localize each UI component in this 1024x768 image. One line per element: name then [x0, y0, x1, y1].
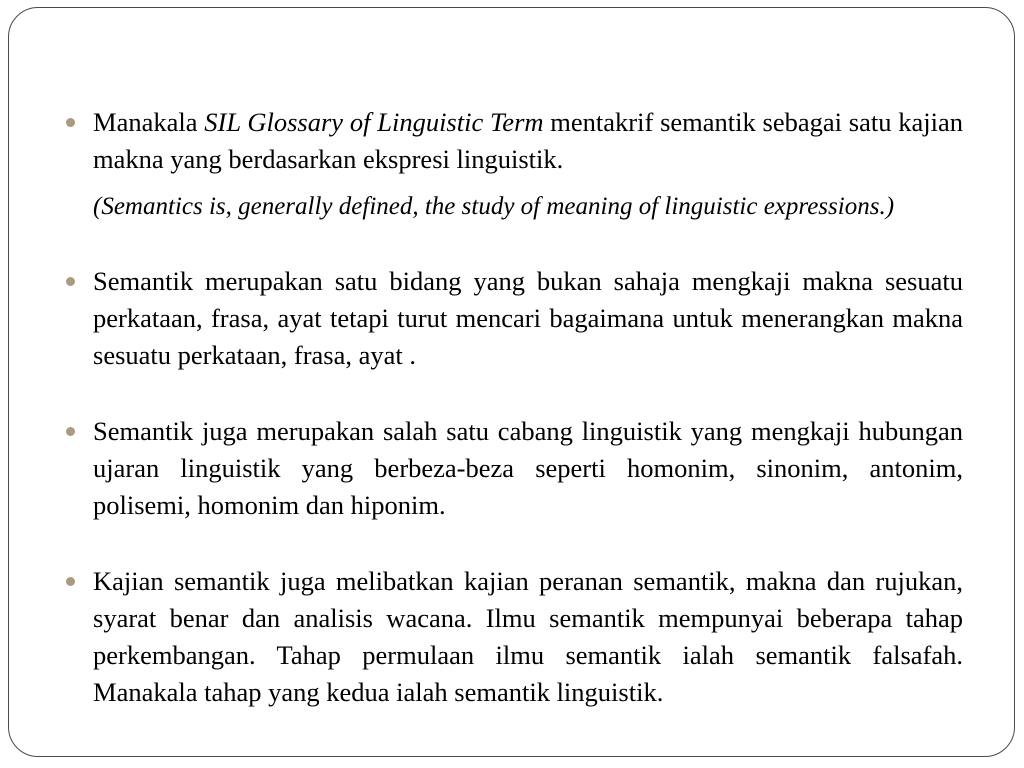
- bullet-item-1: [93, 104, 963, 178]
- spacer: [93, 524, 963, 563]
- bullet-4-text: Kajian semantik juga melibatkan kajian peranan semantik, makna dan rujukan, syarat benar dan analisis wacana. Ilmu semantik mempunyai beberapa tahap perkembangan. Tahap permulaan ilmu semantik ialah semantik falsafah. Manakala tahap yang kedua ialah semantik linguistik.: [93, 566, 963, 707]
- bullet-dot-icon: [66, 277, 75, 286]
- bullet-item-4: [93, 563, 963, 711]
- bullet-3-text: Semantik juga merupakan salah satu cabang linguistik yang mengkaji hubungan ujaran linguistik yang berbeza-beza seperti homonim, sinonim, antonim, polisemi, homonim dan hiponim.: [93, 416, 963, 520]
- bullet-1-lead: Manakala: [93, 107, 205, 137]
- bullet-item-3: [93, 413, 963, 524]
- spacer: [93, 374, 963, 413]
- slide-content: [93, 104, 963, 711]
- bullet-dot-icon: [66, 577, 75, 586]
- spacer: [93, 225, 963, 263]
- bullet-dot-icon: [66, 118, 75, 127]
- bullet-1-rest: mentakrif semantik sebagai satu kajian makna yang berdasarkan ekspresi linguistik.: [93, 107, 963, 174]
- bullet-1-italic-term: SIL Glossary of Linguistic Term: [204, 107, 544, 137]
- bullet-item-2: [93, 263, 963, 374]
- bullet-dot-icon: [66, 427, 75, 436]
- bullet-2-text: Semantik merupakan satu bidang yang bukan sahaja mengkaji makna sesuatu perkataan, frasa, ayat tetapi turut mencari bagaimana untuk menerangkan makna sesuatu perkataan, frasa, ayat .: [93, 266, 963, 370]
- bullet-1-translation: (Semantics is, generally defined, the study of meaning of linguistic expressions.): [93, 193, 895, 220]
